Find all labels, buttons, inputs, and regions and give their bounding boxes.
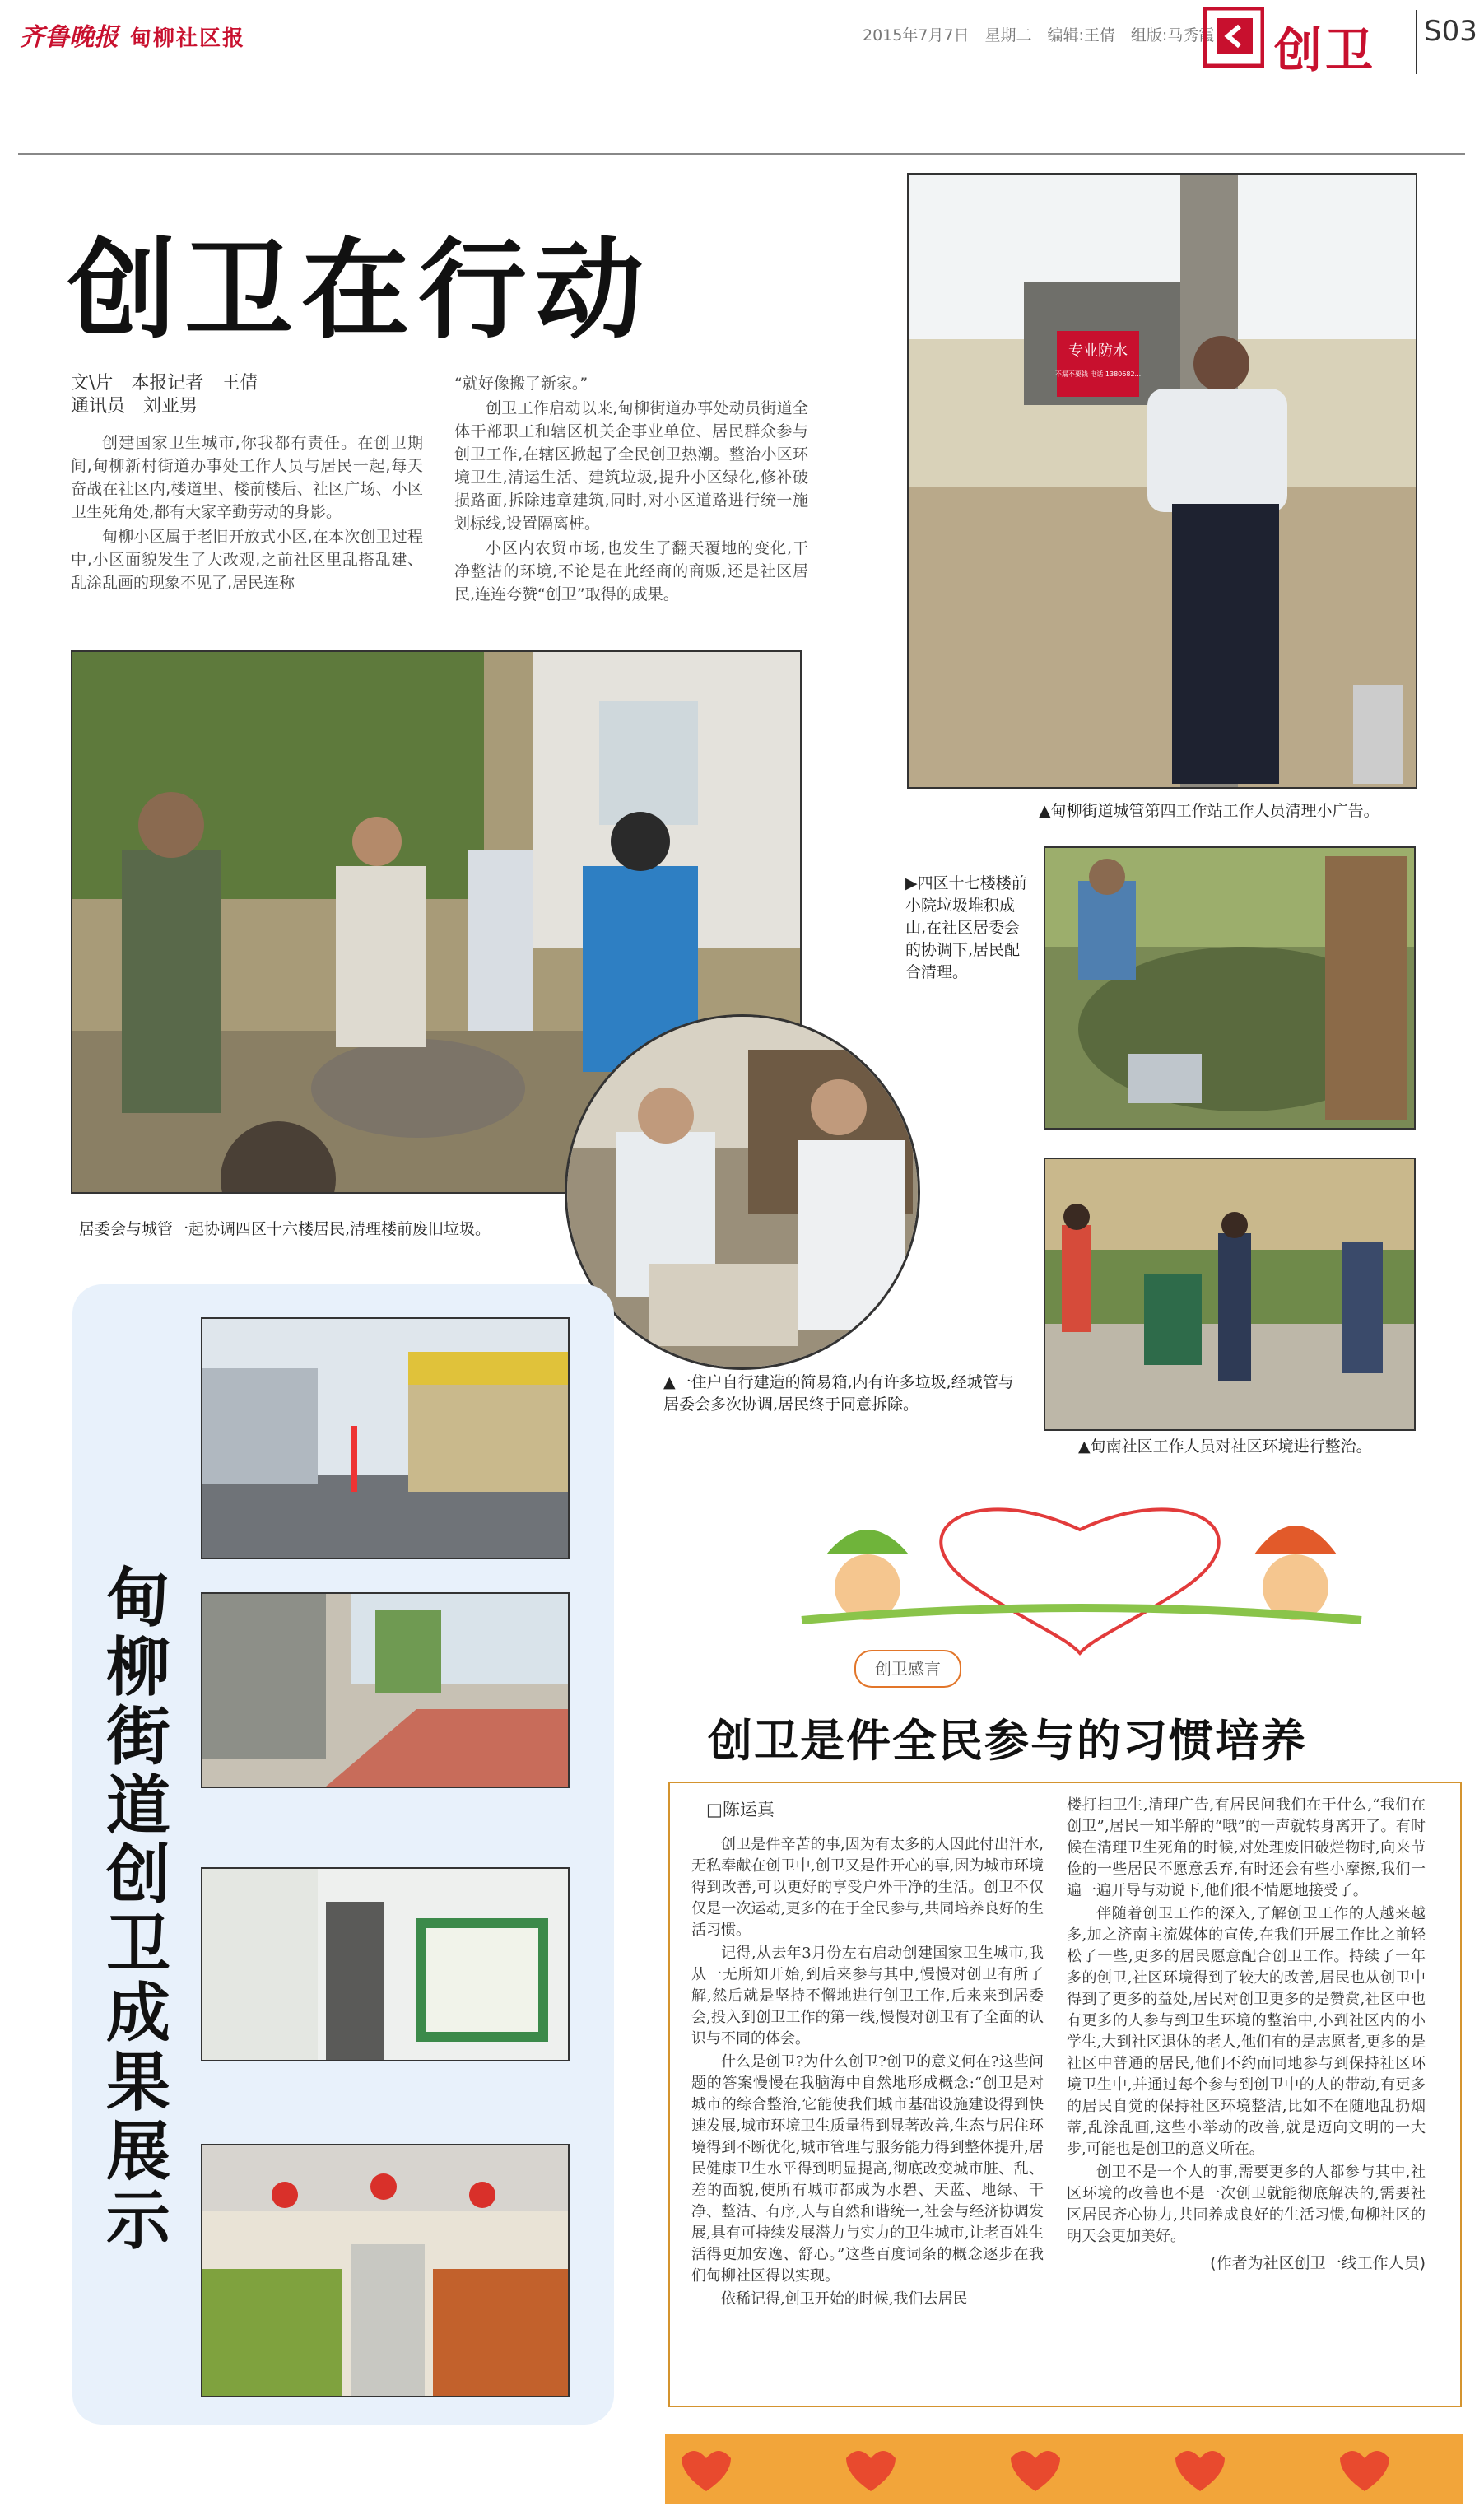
photo-showcase-street-image	[202, 1319, 568, 1558]
photo-clean-ads-image	[909, 175, 1416, 787]
header-divider	[1416, 10, 1417, 74]
paragraph: 创卫是件辛苦的事,因为有太多的人因此付出汗水,无私奉献在创卫中,创卫又是件开心的事,因为城市环境得到改善,可以更好的享受户外干净的生活。创卫不仅仅是一次运动,更多的在于全民参与,共同培养良好的生活习惯。	[691, 1836, 1044, 1939]
showcase-title-char: 道	[105, 1769, 170, 1843]
caption-clean-ads: ▲甸柳街道城管第四工作站工作人员清理小广告。	[1039, 802, 1379, 820]
showcase-title-char: 创	[105, 1838, 170, 1912]
photo-street-sweeping-image	[1045, 1159, 1414, 1429]
dateline: 2015年7月7日 星期二 编辑:王倩 组版:马秀霞	[863, 26, 1215, 44]
showcase-title-char: 街	[105, 1700, 170, 1774]
essay-banner-illustration	[728, 1497, 1432, 1670]
photo-sign-line-2: 不漏不要钱 电话 1380682...	[1054, 370, 1142, 378]
photo-garbage-yard-image	[1045, 848, 1414, 1128]
photo-showcase-sidewalk	[201, 1592, 570, 1788]
photo-showcase-street	[201, 1317, 570, 1559]
photo-showcase-market	[201, 2144, 570, 2397]
photo-street-sweeping	[1044, 1158, 1416, 1431]
photo-clean-ads	[907, 173, 1417, 789]
photo-circle-demolition	[565, 1014, 920, 1370]
header-rule	[18, 153, 1465, 155]
showcase-title-char: 展	[105, 2115, 170, 2189]
essay-column-1	[691, 1834, 1044, 2312]
photo-garbage-yard	[1044, 846, 1416, 1130]
article-title: 创卫在行动	[67, 227, 652, 354]
hearts-border-decoration	[665, 2434, 1463, 2504]
paragraph: 记得,从去年3月份左右启动创建国家卫生城市,我从一无所知开始,到后来参与其中,慢慢对创卫有所了解,然后就是坚持不懈地进行创卫工作,后来来到居委会,投入到创卫工作的第一线,慢慢对创卫有了全面的认识与不同的体会。	[691, 1945, 1044, 2047]
section-name: 创卫	[1274, 22, 1377, 78]
paragraph: 依稀记得,创卫开始的时候,我们去居民	[721, 2290, 968, 2308]
paragraph: 甸柳小区属于老旧开放式小区,在本次创卫过程中,小区面貌发生了大改观,之前社区里乱搭乱建、乱涂乱画的现象不见了,居民连称	[71, 528, 423, 592]
showcase-title-char: 甸	[105, 1562, 170, 1636]
edition-name: 甸柳社区报	[130, 26, 246, 51]
photo-showcase-hallway	[201, 1867, 570, 2061]
paragraph: 小区内农贸市场,也发生了翻天覆地的变化,干净整洁的环境,不论是在此经商的商贩,还是社区居民,连连夸赞“创卫”取得的成果。	[454, 539, 808, 603]
byline	[71, 372, 258, 418]
caption-garbage-yard: ▶四区十七楼楼前小院垃圾堆积成山,在社区居委会的协调下,居民配合清理。	[905, 874, 1027, 981]
paragraph: 创卫不是一个人的事,需要更多的人都参与其中,社区环境的改善也不是一次创卫就能彻底解决的,需要社区居民齐心协力,共同养成良好的生活习惯,甸柳社区的明天会更加美好。	[1067, 2164, 1426, 2245]
article-column-1	[71, 431, 423, 596]
caption-circle-demolition: ▲一住户自行建造的简易箱,内有许多垃圾,经城管与居委会多次协调,居民终于同意拆除。	[663, 1373, 1014, 1414]
showcase-title-char: 柳	[105, 1631, 170, 1705]
showcase-title-char: 果	[105, 2046, 170, 2120]
newspaper-name: 齐鲁晚报	[20, 23, 119, 52]
page-number: S03	[1424, 15, 1477, 48]
paragraph: 创建国家卫生城市,你我都有责任。在创卫期间,甸柳新村街道办事处工作人员与居民一起,每天奋战在社区内,楼道里、楼前楼后、社区广场、小区卫生死角处,都有大家辛勤劳动的身影。	[71, 434, 423, 521]
article-column-2	[454, 372, 808, 608]
essay-tag: 创卫感言	[854, 1650, 961, 1688]
showcase-title-char: 示	[105, 2184, 170, 2258]
photo-showcase-hallway-image	[202, 1869, 568, 2060]
paragraph: 什么是创卫?为什么创卫?创卫的意义何在?这些问题的答案慢慢在我脑海中自然地形成概念:“创卫是对城市的综合整治,它能使我们城市基础设施建设得到快速发展,城市环境卫生质量得到显著改善,生态与居住环境得到不断优化,城市管理与服务能力得到整体提升,居民健康卫生水平得到明显提高,彻底改变城市脏、乱、差的面貌,使所有城市都成为水碧、天蓝、地绿、干净、整洁、有序,人与自然和谐统一,社会与经济协调发展,具有可持续发展潜力与实力的卫生城市,让老百姓生活得更加安逸、舒心。”这些百度词条的概念逐步在我们甸柳社区得以实现。	[691, 2053, 1044, 2285]
photo-circle-demolition-image	[567, 1017, 918, 1367]
essay-author: □陈运真	[706, 1800, 775, 1819]
masthead	[20, 16, 245, 53]
photo-sign-line-1: 专业防水	[1068, 342, 1128, 360]
showcase-title-char: 卫	[105, 1908, 170, 1982]
section-logo-icon	[1203, 7, 1264, 68]
paragraph: 楼打扫卫生,清理广告,有居民问我们在干什么,“我们在创卫”,居民一知半解的“哦”的一声就转身离开了。有时候在清理卫生死角的时候,对处理废旧破烂物时,向来节俭的一些居民不愿意丢弃,有时还会有些小摩擦,我们一遍一遍开导与劝说下,他们很不情愿地接受了。	[1067, 1796, 1426, 1899]
essay-footer: (作者为社区创卫一线工作人员)	[1210, 2254, 1426, 2272]
paragraph: “就好像搬了新家。”	[454, 375, 588, 393]
caption-street-sweeping: ▲甸南社区工作人员对社区环境进行整治。	[1078, 1437, 1372, 1456]
showcase-title	[97, 1564, 179, 2256]
byline-correspondent: 通讯员 刘亚男	[71, 396, 198, 417]
essay-column-2	[1067, 1795, 1426, 2274]
paragraph: 伴随着创卫工作的深入,了解创卫工作的人越来越多,加之济南主流媒体的宣传,在我们开展工作比之前轻松了一些,更多的居民愿意配合创卫工作。持续了一年多的创卫,社区环境得到了较大的改善,居民也从创卫中得到了更多的益处,居民对创卫更多的是赞赏,社区中也有更多的人参与到卫生环境的整治中,小到社区内的小学生,大到社区退休的老人,他们有的是志愿者,更多的是社区中普通的居民,他们不约而同地参与到保持社区环境卫生中,并通过每个参与到创卫中的人的带动,有更多的居民自觉的保持社区环境整洁,比如不在随地乱扔烟蒂,乱涂乱画,这些小举动的改善,就是迈向文明的一大步,可能也是创卫的意义所在。	[1067, 1905, 1426, 2158]
byline-reporter: 文\片 本报记者 王倩	[71, 373, 258, 394]
caption-main-cleanup: 居委会与城管一起协调四区十六楼居民,清理楼前废旧垃圾。	[79, 1220, 491, 1238]
paragraph: 创卫工作启动以来,甸柳街道办事处动员街道全体干部职工和辖区机关企事业单位、居民群众参与创卫工作,在辖区掀起了全民创卫热潮。整治小区环境卫生,清运生活、建筑垃圾,提升小区绿化,修补破损路面,拆除违章建筑,同时,对小区道路进行统一施划标线,设置隔离桩。	[454, 399, 808, 533]
essay-title: 创卫是件全民参与的习惯培养	[708, 1715, 1307, 1767]
photo-showcase-market-image	[202, 2145, 568, 2396]
showcase-title-char: 成	[105, 1977, 170, 2051]
photo-showcase-sidewalk-image	[202, 1594, 568, 1787]
